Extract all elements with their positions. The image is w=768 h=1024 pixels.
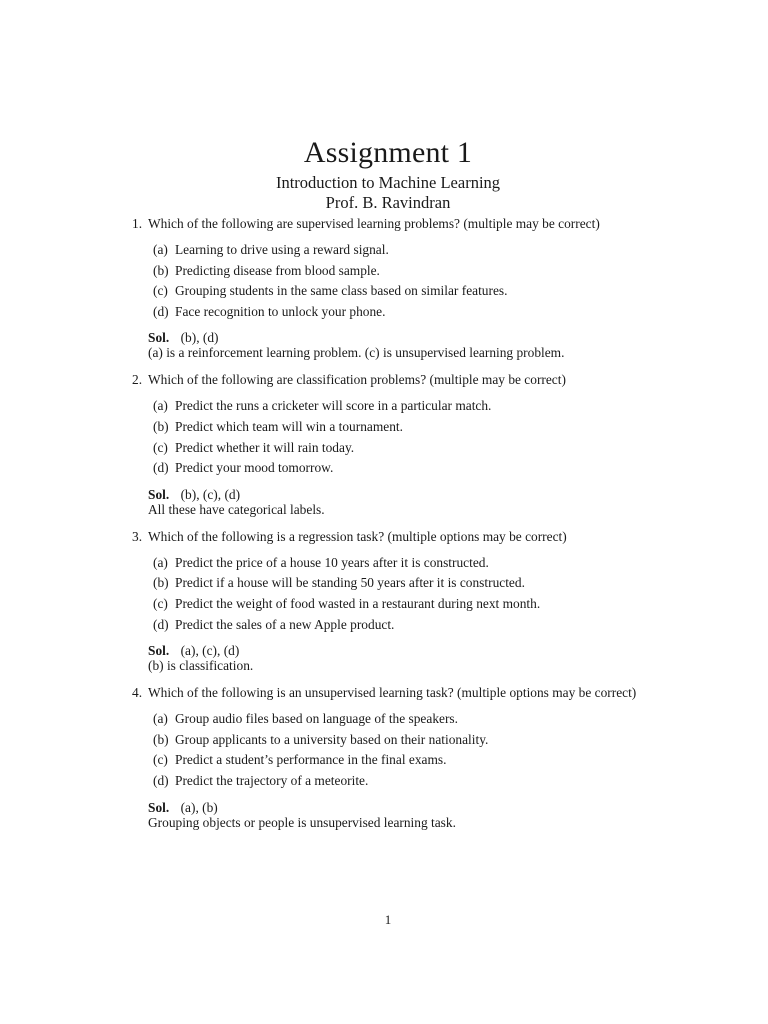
- question-number: 2.: [132, 372, 143, 388]
- solution-answer: (b), (c), (d): [180, 486, 241, 502]
- option-text: Predict the runs a cricketer will score in a particular match.: [175, 398, 492, 414]
- option-item: [153, 771, 652, 792]
- option-text: Predict the price of a house 10 years after it is constructed.: [175, 554, 489, 570]
- option-text: Predicting disease from blood sample.: [175, 262, 380, 278]
- question-text: [132, 214, 652, 234]
- solution-line: [148, 330, 652, 345]
- solution-explanation: Grouping objects or people is unsupervised learning task.: [148, 814, 456, 830]
- option-letter: (d): [153, 772, 169, 788]
- solution-answer: (a), (b): [180, 799, 218, 815]
- option-text: Predict the weight of food wasted in a restaurant during next month.: [175, 595, 541, 611]
- option-text: Face recognition to unlock your phone.: [175, 303, 386, 319]
- option-text: Predict the sales of a new Apple product.: [175, 616, 395, 632]
- solution-explanation: (a) is a reinforcement learning problem. (c) is unsupervised learning problem.: [148, 345, 565, 361]
- solution-label: Sol.: [148, 643, 170, 659]
- solution-line: [148, 487, 652, 502]
- solution-answer: (a), (c), (d): [180, 643, 240, 659]
- option-letter: (c): [153, 595, 168, 611]
- option-letter: (a): [153, 398, 168, 414]
- option-letter: (a): [153, 554, 168, 570]
- option-item: [153, 417, 652, 438]
- option-item: [153, 730, 652, 751]
- option-text: Predict the trajectory of a meteorite.: [175, 772, 369, 788]
- option-letter: (c): [153, 439, 168, 455]
- option-letter: (a): [153, 242, 168, 257]
- option-letter: (b): [153, 418, 169, 434]
- option-item: [153, 240, 652, 261]
- option-letter: (d): [153, 616, 169, 632]
- option-item: [153, 594, 652, 615]
- option-item: [153, 438, 652, 459]
- option-item: [153, 750, 652, 771]
- option-text: Predict your mood tomorrow.: [175, 460, 334, 476]
- option-list: [153, 240, 652, 322]
- option-text: Predict which team will win a tournament.: [175, 418, 403, 434]
- document-author: Prof. B. Ravindran: [325, 193, 451, 212]
- option-text: Predict whether it will rain today.: [175, 439, 355, 455]
- option-item: [153, 709, 652, 730]
- solution-label: Sol.: [148, 799, 170, 815]
- question-prompt: Which of the following are supervised learning problems? (multiple may be correct): [148, 216, 600, 231]
- question-text: [132, 683, 652, 703]
- question-prompt: Which of the following is a regression task? (multiple options may be correct): [148, 528, 567, 544]
- option-item: [153, 458, 652, 479]
- document-title: Assignment 1: [303, 136, 473, 169]
- option-letter: (b): [153, 262, 169, 278]
- option-item: [153, 396, 652, 417]
- question-number: 1.: [132, 216, 143, 231]
- solution-line: [148, 800, 652, 815]
- option-item: [153, 302, 652, 323]
- solution-explanation: All these have categorical labels.: [148, 501, 325, 517]
- question-3: [132, 527, 652, 673]
- option-text: Grouping students in the same class based on similar features.: [175, 283, 508, 299]
- question-1: [132, 214, 652, 360]
- question-2: [132, 370, 652, 516]
- question-4: [132, 683, 652, 829]
- option-item: [153, 553, 652, 574]
- document-subtitle: Introduction to Machine Learning: [275, 173, 501, 192]
- option-text: Learning to drive using a reward signal.: [175, 242, 389, 257]
- title-block: [0, 133, 768, 213]
- solution-answer: (b), (d): [180, 330, 219, 346]
- option-text: Predict if a house will be standing 50 years after it is constructed.: [175, 575, 525, 591]
- question-prompt: Which of the following are classification problems? (multiple may be correct): [148, 372, 566, 388]
- option-list: [153, 709, 652, 791]
- solution-explanation: (b) is classification.: [148, 658, 254, 674]
- question-text: [132, 527, 652, 547]
- option-item: [153, 261, 652, 282]
- option-letter: (a): [153, 711, 168, 727]
- solution-line: [148, 643, 652, 658]
- question-list: [132, 214, 652, 840]
- option-text: Predict a student’s performance in the final exams.: [175, 752, 447, 768]
- option-letter: (b): [153, 575, 169, 591]
- solution-label: Sol.: [148, 486, 170, 502]
- option-list: [153, 396, 652, 478]
- option-letter: (d): [153, 460, 169, 476]
- option-item: [153, 615, 652, 636]
- question-text: [132, 370, 652, 390]
- option-letter: (c): [153, 283, 168, 299]
- page-number: 1: [384, 912, 392, 927]
- question-prompt: Which of the following is an unsupervised learning task? (multiple options may be correct): [148, 685, 637, 701]
- option-text: Group audio files based on language of the speakers.: [175, 711, 458, 727]
- option-text: Group applicants to a university based on their nationality.: [175, 731, 489, 747]
- option-list: [153, 553, 652, 635]
- solution-label: Sol.: [148, 330, 170, 346]
- question-number: 3.: [132, 528, 143, 544]
- option-item: [153, 281, 652, 302]
- option-item: [153, 573, 652, 594]
- option-letter: (b): [153, 731, 169, 747]
- option-letter: (c): [153, 752, 168, 768]
- option-letter: (d): [153, 303, 169, 319]
- question-number: 4.: [132, 685, 143, 701]
